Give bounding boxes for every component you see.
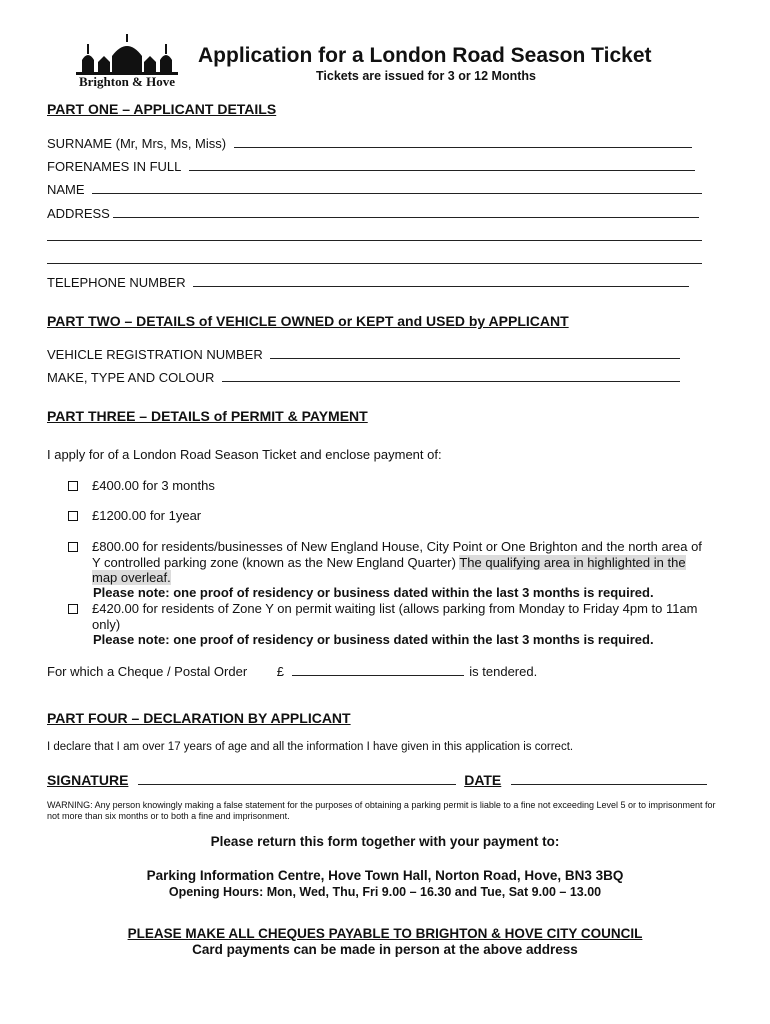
declaration-text: I declare that I am over 17 years of age and all the information I have given in this application is correct. <box>47 741 574 753</box>
warning-text: WARNING: Any person knowingly making a false statement for the purposes of obtaining a parking permit is liable to a fine not exceeding Level 5 or to imprisonment for not more than six months or to both a fine and imprisonment. <box>47 800 716 821</box>
payment-intro: I apply for of a London Road Season Ticket and enclose payment of: <box>47 447 442 462</box>
qualifying-area-note: The qualifying area in highlighted in the map overleaf. <box>92 554 686 585</box>
registration-label: VEHICLE REGISTRATION NUMBER <box>47 347 263 362</box>
pavilion-icon <box>68 34 186 76</box>
registration-field[interactable] <box>47 346 707 362</box>
checkbox-icon[interactable] <box>68 542 78 552</box>
cheque-field[interactable] <box>47 663 707 679</box>
address-label: ADDRESS <box>47 206 110 221</box>
make-field[interactable] <box>47 369 707 385</box>
surname-field[interactable] <box>47 135 707 151</box>
tendered-label: is tendered. <box>469 664 538 679</box>
return-instruction: Please return this form together with your payment to: <box>210 834 560 849</box>
part-four-heading: PART FOUR – DECLARATION BY APPLICANT <box>47 710 351 726</box>
checkbox-icon[interactable] <box>68 604 78 614</box>
checkbox-icon[interactable] <box>68 481 78 491</box>
address-line-3[interactable] <box>47 251 707 267</box>
return-address: Parking Information Centre, Hove Town Hall, Norton Road, Hove, BN3 3BQ <box>146 868 624 883</box>
form-title: Application for a London Road Season Ticket <box>198 44 652 67</box>
name-field[interactable] <box>47 181 707 197</box>
option-3-months[interactable]: £400.00 for 3 months <box>68 478 718 494</box>
pound-sign: £ <box>276 664 285 679</box>
part-two-heading: PART TWO – DETAILS of VEHICLE OWNED or KEPT and USED by APPLICANT <box>47 313 569 329</box>
name-label: NAME <box>47 182 85 197</box>
signature-label: SIGNATURE <box>47 772 129 788</box>
part-three-heading: PART THREE – DETAILS of PERMIT & PAYMENT <box>47 408 368 424</box>
logo-text: Brighton & Hove <box>78 74 176 89</box>
proof-note-1: Please note: one proof of residency or business dated within the last 3 months is required. <box>93 585 654 600</box>
proof-note-2: Please note: one proof of residency or business dated within the last 3 months is required. <box>93 632 654 647</box>
checkbox-icon[interactable] <box>68 511 78 521</box>
form-subtitle: Tickets are issued for 3 or 12 Months <box>316 69 536 83</box>
signature-field[interactable] <box>47 772 707 788</box>
address-field[interactable] <box>47 205 707 221</box>
surname-label: SURNAME (Mr, Mrs, Ms, Miss) <box>47 136 227 151</box>
date-label: DATE <box>464 772 502 788</box>
telephone-field[interactable] <box>47 274 707 290</box>
address-line-2[interactable] <box>47 228 707 244</box>
forenames-label: FORENAMES IN FULL <box>47 159 181 174</box>
council-logo <box>68 34 186 92</box>
make-label: MAKE, TYPE AND COLOUR <box>47 370 215 385</box>
cheques-payable: PLEASE MAKE ALL CHEQUES PAYABLE TO BRIGHTON & HOVE CITY COUNCIL <box>127 926 643 941</box>
forenames-field[interactable] <box>47 158 707 174</box>
option-1-year[interactable]: £1200.00 for 1year <box>68 508 718 524</box>
option-zone-y[interactable]: £420.00 for residents of Zone Y on permit waiting list (allows parking from Monday to Friday 4pm to 11am only) <box>68 601 708 632</box>
telephone-label: TELEPHONE NUMBER <box>47 275 186 290</box>
opening-hours: Opening Hours: Mon, Wed, Thu, Fri 9.00 – 16.30 and Tue, Sat 9.00 – 13.00 <box>168 885 602 899</box>
part-one-heading: PART ONE – APPLICANT DETAILS <box>47 101 277 117</box>
cheque-label: For which a Cheque / Postal Order <box>47 664 248 679</box>
card-payments: Card payments can be made in person at the above address <box>192 942 578 957</box>
option-residents-nq[interactable]: £800.00 for residents/businesses of New England House, City Point or One Brighton and the north area of Y controlled parking zone (known as the New England Quarter) The qualifying area in highlighted in the map overleaf. <box>68 539 708 586</box>
